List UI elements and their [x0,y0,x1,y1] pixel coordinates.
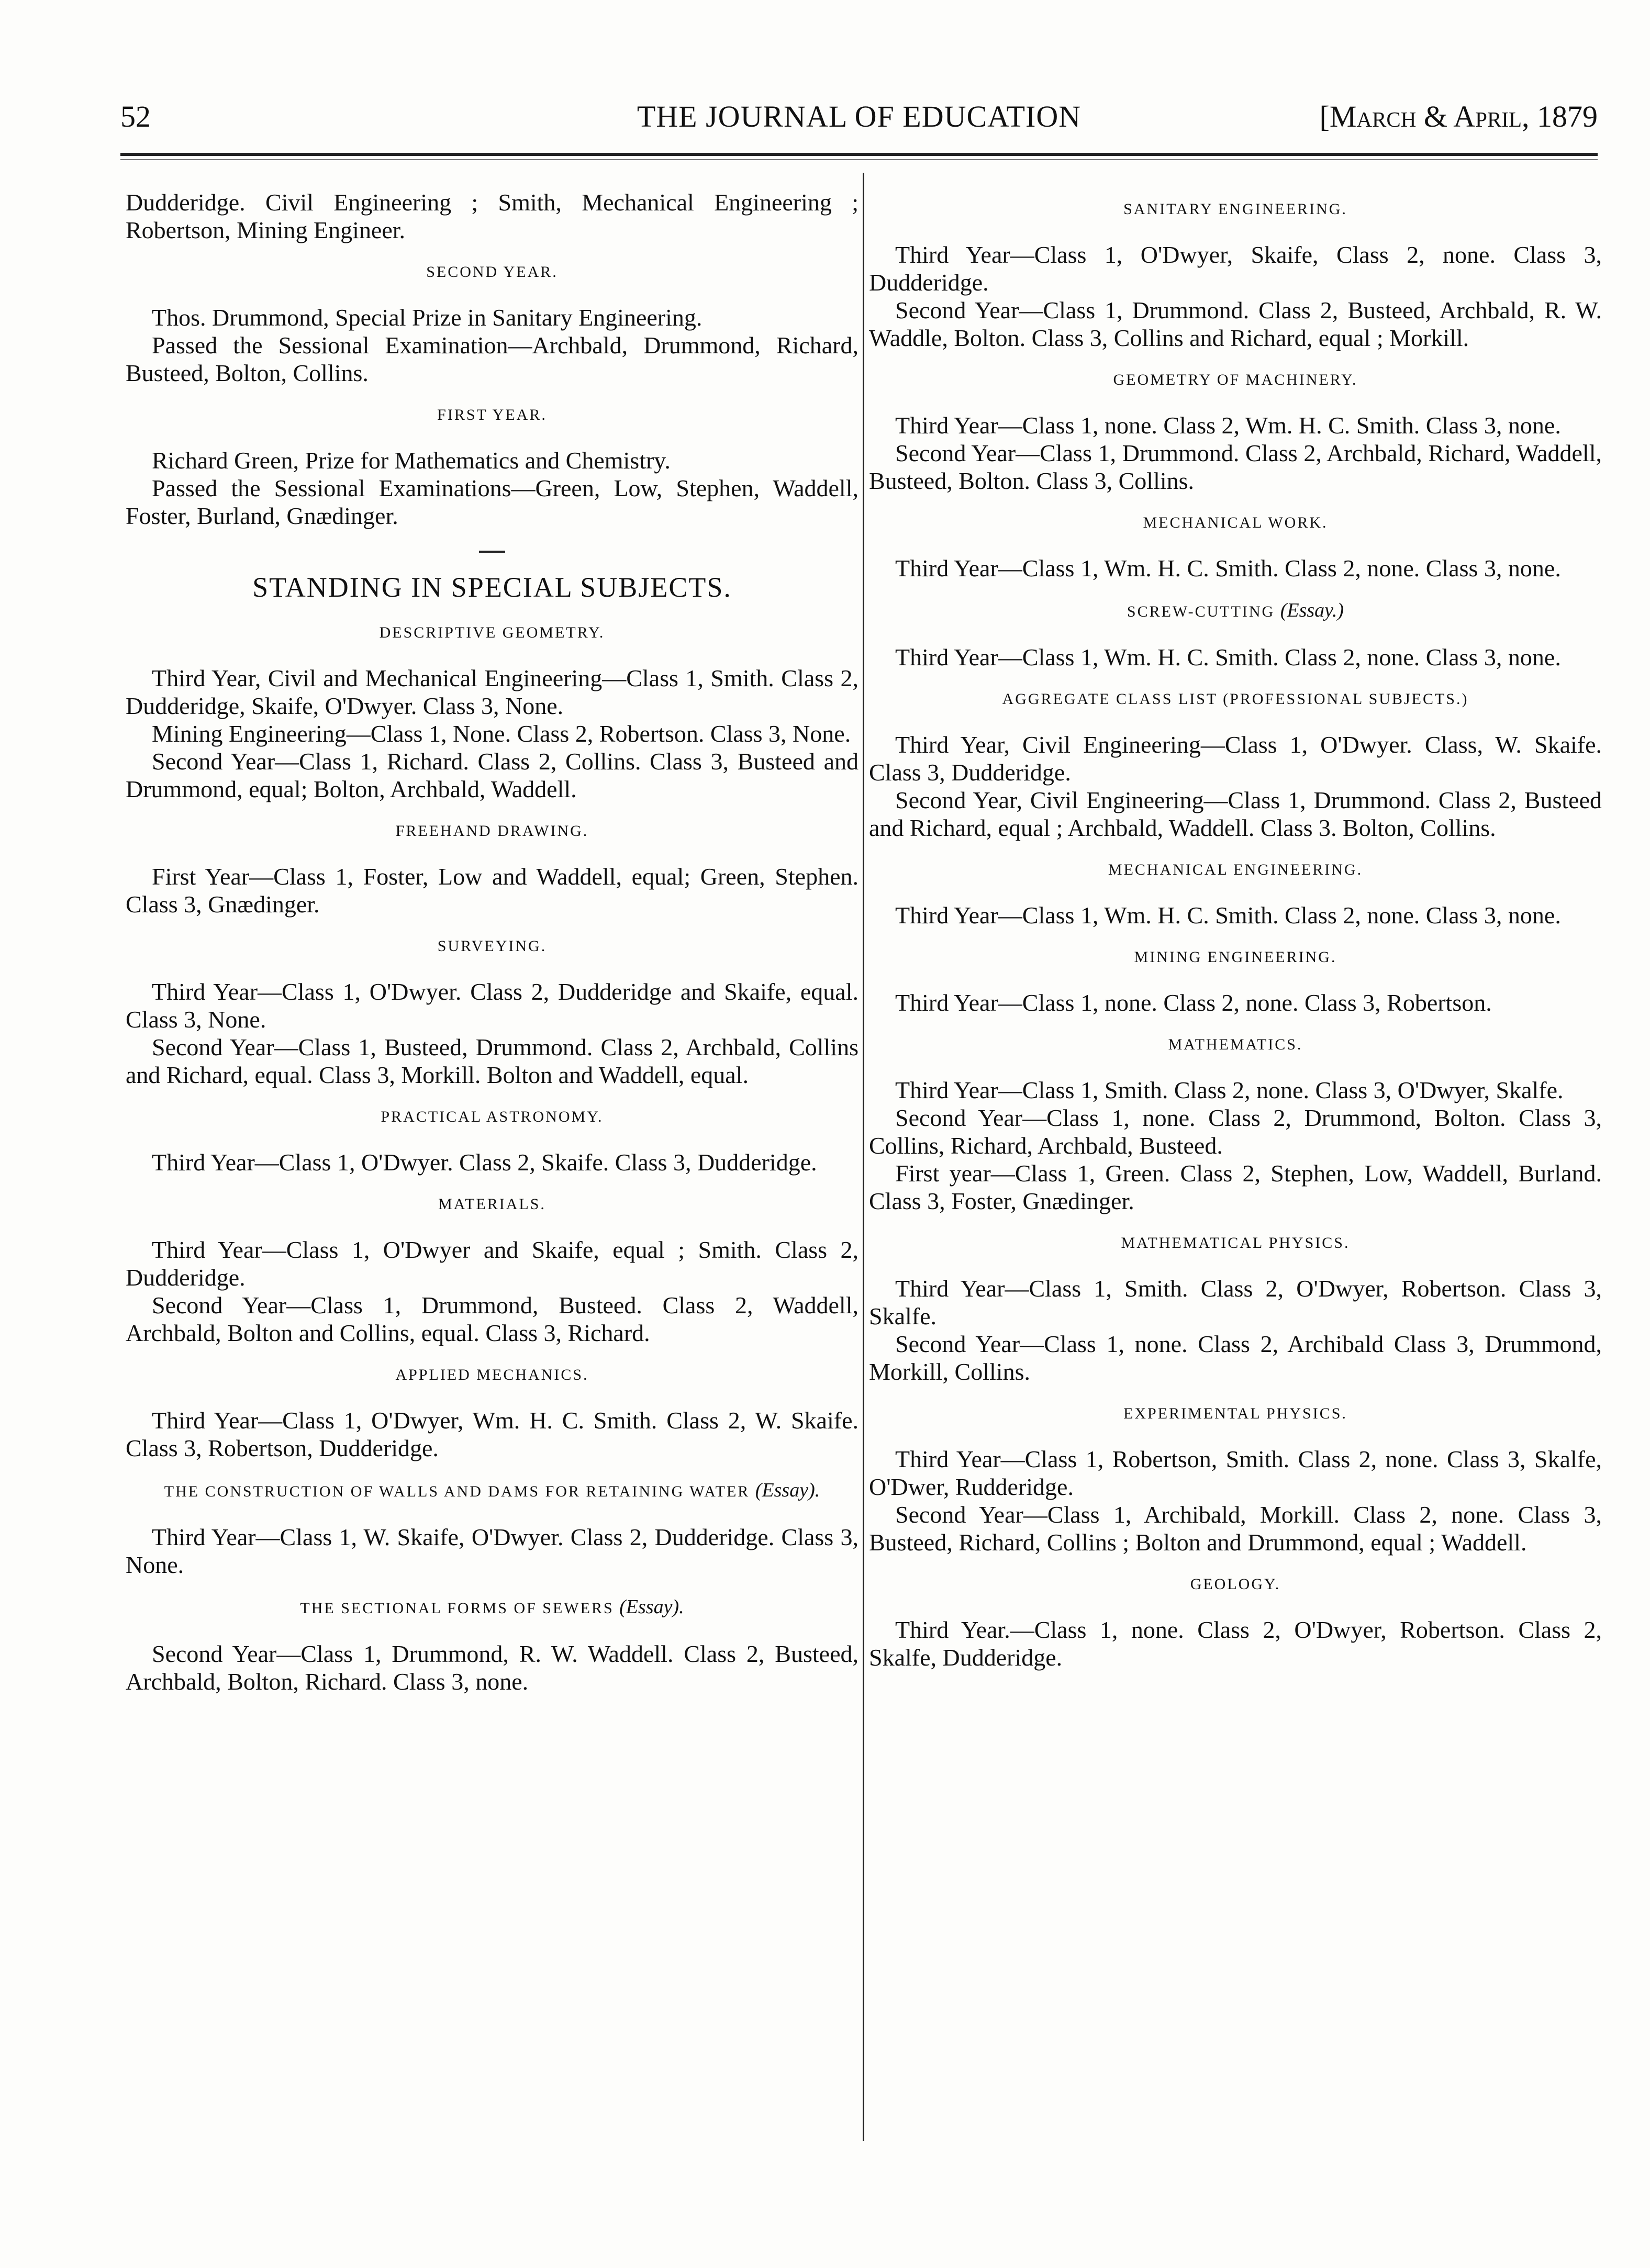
mathematics-entry [869,1076,1602,1215]
walls-and-dams-entry [126,1523,859,1579]
paragraph: Richard Green, Prize for Mathematics and Chemistry. [152,447,671,474]
aggregate-class-list-entry [869,731,1602,842]
heading-text: MATHEMATICAL PHYSICS. [1121,1234,1350,1252]
paragraph: Second Year—Class 1, Drummond. Class 2, Archbald, Richard, Waddell, Busteed, Bolton. Class 3, Collins. [869,440,1602,494]
paragraph: Third Year—Class 1, Wm. H. C. Smith. Class 2, none. Class 3, none. [895,644,1561,671]
heading-text: MECHANICAL WORK. [1143,514,1328,531]
heading-text: SURVEYING. [437,937,547,955]
paragraph: Passed the Sessional Examination—Archbald, Drummond, Richard, Busteed, Bolton, Collins. [126,332,859,386]
paragraph: Third Year—Class 1, none. Class 2, Wm. H. C. Smith. Class 3, none. [895,412,1561,439]
sewers-entry [126,1640,859,1695]
paragraph: Mining Engineering—Class 1, None. Class 2, Robertson. Class 3, None. [152,720,851,747]
surveying-entry [126,978,859,1089]
heading-italic: (Essay). [755,1479,820,1501]
paragraph: Third Year—Class 1, Wm. H. C. Smith. Class 2, none. Class 3, none. [895,902,1561,929]
paragraph: First Year—Class 1, Foster, Low and Waddell, equal; Green, Stephen. Class 3, Gnædinger. [126,863,859,918]
heading-text: PRACTICAL ASTRONOMY. [381,1108,604,1125]
paragraph: First year—Class 1, Green. Class 2, Stephen, Low, Waddell, Burland. Class 3, Foster, Gnædinger. [869,1160,1602,1214]
section-heading-materials [126,1194,859,1215]
section-heading-mathematics [869,1034,1602,1055]
section-heading-mechanical-engineering [869,859,1602,880]
heading-text: DESCRIPTIVE GEOMETRY. [379,624,605,641]
paragraph: Passed the Sessional Examinations—Green, Low, Stephen, Waddell, Foster, Burland, Gnædinger. [126,475,859,529]
section-heading-geology [869,1574,1602,1595]
geology-entry [869,1616,1602,1671]
heading-text: MATERIALS. [438,1196,546,1213]
paragraph: Second Year—Class 1, Richard. Class 2, Collins. Class 3, Busteed and Drummond, equal; Bolton, Archbald, Waddell. [126,748,859,802]
section-heading-descriptive-geometry [126,622,859,643]
paragraph: Third Year—Class 1, W. Skaife, O'Dwyer. Class 2, Dudderidge. Class 3, None. [126,1524,859,1578]
major-heading: STANDING IN SPECIAL SUBJECTS. [252,572,732,603]
header-rule-thin [120,159,1598,160]
paragraph: Third Year—Class 1, O'Dwyer. Class 2, Dudderidge and Skaife, equal. Class 3, None. [126,978,859,1033]
paragraph: Third Year—Class 1, Smith. Class 2, O'Dwyer, Robertson. Class 3, Skalfe. [869,1275,1602,1329]
heading-text: APPLIED MECHANICS. [395,1366,589,1383]
applied-mechanics-entry [126,1406,859,1462]
page-number: 52 [120,99,151,133]
section-heading-applied-mechanics [126,1365,859,1386]
section-heading-sewers [126,1596,859,1619]
header-rule [120,153,1598,156]
heading-text: THE CONSTRUCTION OF WALLS AND DAMS FOR RETAINING WATER [164,1483,750,1500]
materials-entry [126,1236,859,1347]
heading-text: FREEHAND DRAWING. [395,822,589,840]
section-heading-mathematical-physics [869,1233,1602,1254]
paragraph: Third Year, Civil Engineering—Class 1, O'Dwyer. Class, W. Skaife. Class 3, Dudderidge. [869,731,1602,786]
heading-text: EXPERIMENTAL PHYSICS. [1123,1405,1347,1422]
page-header [120,93,1598,140]
right-column [869,188,1602,1671]
paragraph: Third Year—Class 1, none. Class 2, none. Class 3, Robertson. [895,989,1492,1016]
heading-text: GEOMETRY OF MACHINERY. [1113,371,1358,388]
mechanical-engineering-entry [869,901,1602,929]
paragraph: Second Year—Class 1, none. Class 2, Drummond, Bolton. Class 3, Collins, Richard, Archbald, Busteed. [869,1104,1602,1159]
section-heading-practical-astronomy [126,1107,859,1127]
heading-italic: (Essay.) [1280,599,1344,621]
mechanical-work-entry [869,554,1602,582]
section-heading-second-year: SECOND YEAR. [426,263,558,281]
freehand-drawing-entry [126,863,859,918]
paragraph: Second Year—Class 1, Drummond, Busteed. Class 2, Waddell, Archbald, Bolton and Collins, equal. Class 3, Richard. [126,1292,859,1346]
intro-entry [126,188,859,244]
paragraph: Thos. Drummond, Special Prize in Sanitary Engineering. [152,304,703,331]
paragraph: Third Year—Class 1, Smith. Class 2, none. Class 3, O'Dwyer, Skalfe. [895,1077,1564,1103]
screw-cutting-entry [869,643,1602,671]
section-heading-freehand-drawing [126,821,859,842]
geometry-of-machinery-entry [869,411,1602,495]
journal-title: THE JOURNAL OF EDUCATION [637,99,1082,133]
section-heading-mining-engineering [869,947,1602,968]
paragraph: Second Year, Civil Engineering—Class 1, Drummond. Class 2, Busteed and Richard, equal ; Archbald, Waddell. Class 3. Bolton, Collins. [869,787,1602,841]
paragraph: Second Year—Class 1, Busteed, Drummond. Class 2, Archbald, Collins and Richard, equal. Class 3, Morkill. Bolton and Waddell, equal. [126,1034,859,1088]
intro-text: Dudderidge. Civil Engineering ; Smith, Mechanical Engineering ; Robertson, Mining Engineer. [126,189,859,243]
heading-text: MATHEMATICS. [1168,1036,1303,1053]
column-divider [863,173,864,2141]
descriptive-geometry-entry [126,664,859,803]
mining-engineering-entry [869,989,1602,1016]
section-heading-experimental-physics [869,1403,1602,1424]
heading-text: AGGREGATE CLASS LIST (PROFESSIONAL SUBJECTS.) [1002,690,1469,708]
practical-astronomy-entry [126,1148,859,1176]
paragraph: Third Year.—Class 1, none. Class 2, O'Dwyer, Robertson. Class 2, Skalfe, Dudderidge. [869,1616,1602,1671]
heading-text: MINING ENGINEERING. [1134,948,1337,966]
paragraph: Third Year—Class 1, Wm. H. C. Smith. Class 2, none. Class 3, none. [895,555,1561,582]
paragraph: Second Year—Class 1, Archibald, Morkill. Class 2, none. Class 3, Busteed, Richard, Collins ; Bolton and Drummond, equal ; Waddell. [869,1501,1602,1556]
section-dash [479,551,505,553]
issue-date: [March & April, 1879 [1319,99,1598,133]
paragraph: Second Year—Class 1, Drummond. Class 2, Busteed, Archbald, R. W. Waddle, Bolton. Class 3, Collins and Richard, equal ; Morkill. [869,297,1602,351]
heading-text: MECHANICAL ENGINEERING. [1108,861,1363,878]
paragraph: Third Year—Class 1, Robertson, Smith. Class 2, none. Class 3, Skalfe, O'Dwer, Rudderidge. [869,1446,1602,1500]
paragraph: Second Year—Class 1, Drummond, R. W. Waddell. Class 2, Busteed, Archbald, Bolton, Richard. Class 3, none. [126,1640,859,1695]
paragraph: Third Year, Civil and Mechanical Engineering—Class 1, Smith. Class 2, Dudderidge, Skaife, O'Dwyer. Class 3, None. [126,665,859,719]
paragraph: Third Year—Class 1, O'Dwyer, Wm. H. C. Smith. Class 2, W. Skaife. Class 3, Robertson, Dudderidge. [126,1407,859,1461]
heading-text: THE SECTIONAL FORMS OF SEWERS [300,1600,614,1617]
section-heading-surveying [126,936,859,957]
section-heading-first-year: FIRST YEAR. [437,406,547,423]
paragraph: Third Year—Class 1, O'Dwyer and Skaife, equal ; Smith. Class 2, Dudderidge. [126,1236,859,1291]
second-year-entry [126,304,859,387]
paragraph: Second Year—Class 1, none. Class 2, Archibald Class 3, Drummond, Morkill, Collins. [869,1331,1602,1385]
heading-text: GEOLOGY. [1190,1576,1281,1593]
heading-text: SCREW-CUTTING [1127,603,1275,620]
heading-italic: (Essay). [619,1596,684,1618]
section-heading-screw-cutting [869,600,1602,622]
section-heading-mechanical-work [869,512,1602,533]
sanitary-engineering-entry [869,241,1602,352]
paragraph: Third Year—Class 1, O'Dwyer. Class 2, Skaife. Class 3, Dudderidge. [152,1149,817,1176]
paragraph: Third Year—Class 1, O'Dwyer, Skaife, Class 2, none. Class 3, Dudderidge. [869,241,1602,296]
left-column [126,188,859,1695]
section-heading-walls-and-dams [126,1480,859,1502]
experimental-physics-entry [869,1445,1602,1556]
first-year-entry [126,446,859,530]
section-heading-sanitary-engineering [869,199,1602,220]
section-heading-aggregate-class-list [869,689,1602,710]
section-heading-geometry-of-machinery [869,370,1602,390]
heading-text: SANITARY ENGINEERING. [1123,200,1347,218]
mathematical-physics-entry [869,1275,1602,1386]
